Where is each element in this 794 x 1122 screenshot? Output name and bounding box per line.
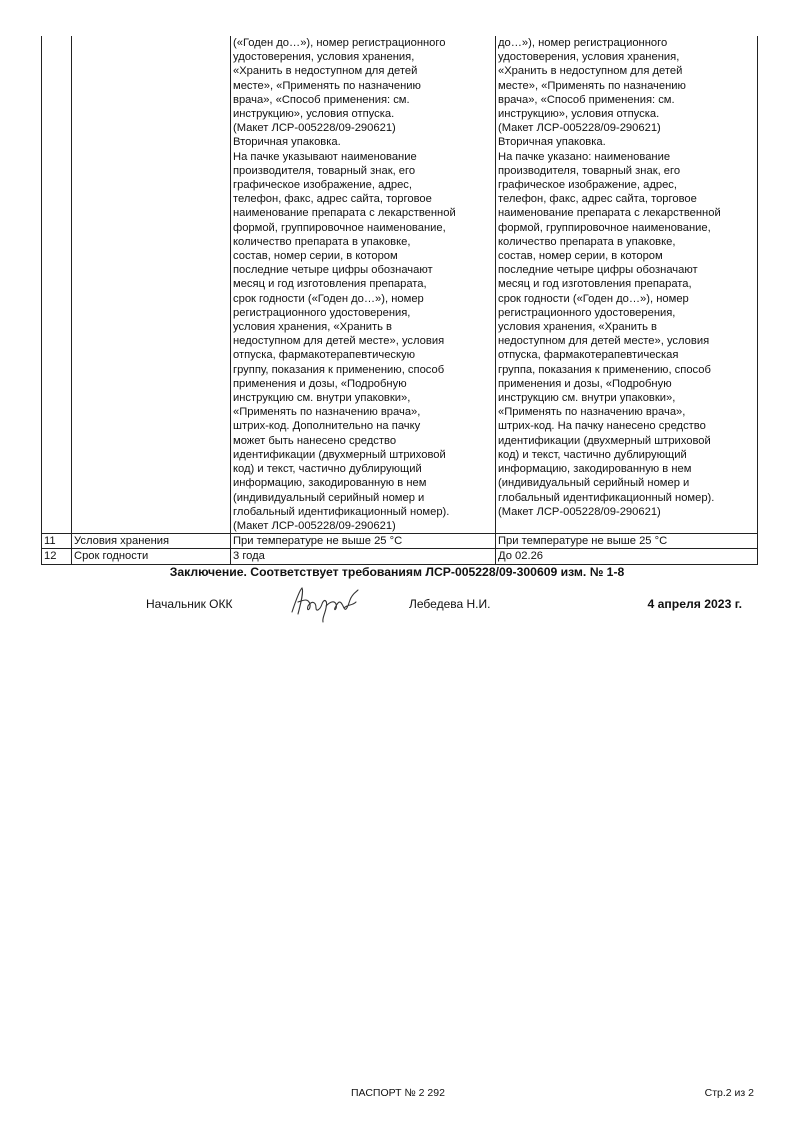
table-row (42, 534, 758, 549)
text-line: (Макет ЛСР-005228/09-290621) (233, 519, 396, 532)
text-line: месяц и год изготовления препарата, (498, 278, 692, 291)
text-line: формой, группировочное наименование, (498, 221, 711, 234)
text-line: телефон, факс, адрес сайта, торговое (233, 193, 432, 206)
text-line: (Макет ЛСР-005228/09-290621) (498, 122, 661, 135)
text-line: «Хранить в недоступном для детей (498, 65, 683, 78)
text-line: штрих-код. Дополнительно на пачку (233, 420, 421, 433)
text-line: врача», «Способ применения: см. (498, 93, 675, 106)
cell-actual-continued (496, 36, 758, 534)
footer-passport-number: ПАСПОРТ № 2 292 (351, 1087, 445, 1099)
text-line: информацию, закодированную в нем (498, 463, 692, 476)
text-line: (Макет ЛСР-005228/09-290621) (233, 122, 396, 135)
text-line: группа, показания к применению, способ (498, 363, 711, 376)
cell-number (42, 36, 72, 534)
text-line: графическое изображение, адрес, (233, 179, 412, 192)
text-line: «Хранить в недоступном для детей (233, 65, 418, 78)
text-line: последние четыре цифры обозначают (498, 264, 698, 277)
text-line: наименование препарата с лекарственной (498, 207, 721, 220)
row-requirement: 3 года (231, 549, 496, 564)
text-line: (Макет ЛСР-005228/09-290621) (498, 505, 661, 518)
text-line: (индивидуальный серийный номер и (498, 477, 690, 490)
text-line: удостоверения, условия хранения, (498, 51, 680, 64)
table-row-continued (42, 36, 758, 534)
signatory-title: Начальник ОКК (146, 597, 233, 611)
text-line: месяц и год изготовления препарата, (233, 278, 427, 291)
row-actual: При температуре не выше 25 °С (496, 534, 758, 549)
table-row (42, 549, 758, 564)
text-line: глобальный идентификационный номер). (498, 491, 715, 504)
text-line: На пачке указывают наименование (233, 150, 417, 163)
row-requirement: При температуре не выше 25 °С (231, 534, 496, 549)
text-line: идентификации (двухмерный штриховой (498, 434, 711, 447)
text-line: глобальный идентификационный номер). (233, 505, 450, 518)
text-line: состав, номер серии, в котором (498, 250, 663, 263)
text-line: Вторичная упаковка. (233, 136, 341, 149)
text-line: применения и дозы, «Подробную (498, 377, 672, 390)
row-number: 11 (42, 534, 72, 549)
text-line: до…»), номер регистрационного (498, 37, 668, 49)
text-line: производителя, товарный знак, его (498, 164, 681, 177)
specification-table (41, 36, 758, 565)
text-line: срок годности («Годен до…»), номер (498, 292, 689, 305)
text-line: условия хранения, «Хранить в (233, 321, 392, 334)
text-line: инструкцию см. внутри упаковки», (498, 392, 676, 405)
text-line: недоступном для детей месте», условия (233, 335, 445, 348)
text-line: отпуска, фармакотерапевтическая (498, 349, 679, 362)
text-line: срок годности («Годен до…»), номер (233, 292, 424, 305)
text-line: применения и дозы, «Подробную (233, 377, 407, 390)
row-number: 12 (42, 549, 72, 564)
text-line: регистрационного удостоверения, (233, 306, 411, 319)
text-line: месте», «Применять по назначению (498, 79, 686, 92)
signature-date: 4 апреля 2023 г. (647, 597, 742, 611)
text-line: отпуска, фармакотерапевтическую (233, 349, 416, 362)
text-line: регистрационного удостоверения, (498, 306, 676, 319)
text-line: телефон, факс, адрес сайта, торговое (498, 193, 697, 206)
text-line: На пачке указано: наименование (498, 150, 671, 163)
text-line: штрих-код. На пачку нанесено средство (498, 420, 706, 433)
conclusion: Заключение. Соответствует требованиям ЛСР-005228/09-300609 изм. № 1-8 (169, 565, 625, 579)
row-actual: До 02.26 (496, 549, 758, 564)
text-line: условия хранения, «Хранить в (498, 321, 657, 334)
signatory-name: Лебедева Н.И. (409, 597, 491, 611)
text-line: месте», «Применять по назначению (233, 79, 421, 92)
text-line: («Годен до…»), номер регистрационного (233, 37, 446, 49)
row-parameter: Срок годности (72, 549, 231, 564)
text-line: графическое изображение, адрес, (498, 179, 677, 192)
text-line: может быть нанесено средство (233, 434, 397, 447)
footer-page-number: Стр.2 из 2 (704, 1087, 754, 1099)
text-line: инструкцию см. внутри упаковки», (233, 392, 411, 405)
text-line: недоступном для детей месте», условия (498, 335, 710, 348)
text-line: инструкцию», условия отпуска. (233, 108, 395, 121)
text-line: удостоверения, условия хранения, (233, 51, 415, 64)
row-parameter: Условия хранения (72, 534, 231, 549)
text-line: производителя, товарный знак, его (233, 164, 416, 177)
text-line: количество препарата в упаковке, (233, 235, 411, 248)
text-line: врача», «Способ применения: см. (233, 93, 410, 106)
text-line: инструкцию», условия отпуска. (498, 108, 660, 121)
text-line: идентификации (двухмерный штриховой (233, 448, 446, 461)
text-line: состав, номер серии, в котором (233, 250, 398, 263)
handwritten-signature (286, 582, 366, 624)
text-line: информацию, закодированную в нем (233, 477, 427, 490)
text-line: группу, показания к применению, способ (233, 363, 445, 376)
cell-parameter (72, 36, 231, 534)
text-line: код) и текст, частично дублирующий (233, 463, 422, 476)
text-line: (индивидуальный серийный номер и (233, 491, 425, 504)
text-line: количество препарата в упаковке, (498, 235, 676, 248)
text-line: Вторичная упаковка. (498, 136, 606, 149)
text-line: код) и текст, частично дублирующий (498, 448, 687, 461)
text-line: формой, группировочное наименование, (233, 221, 446, 234)
text-line: «Применять по назначению врача», (233, 406, 421, 419)
text-line: «Применять по назначению врача», (498, 406, 686, 419)
cell-requirement-continued (231, 36, 496, 534)
text-line: последние четыре цифры обозначают (233, 264, 433, 277)
text-line: наименование препарата с лекарственной (233, 207, 456, 220)
